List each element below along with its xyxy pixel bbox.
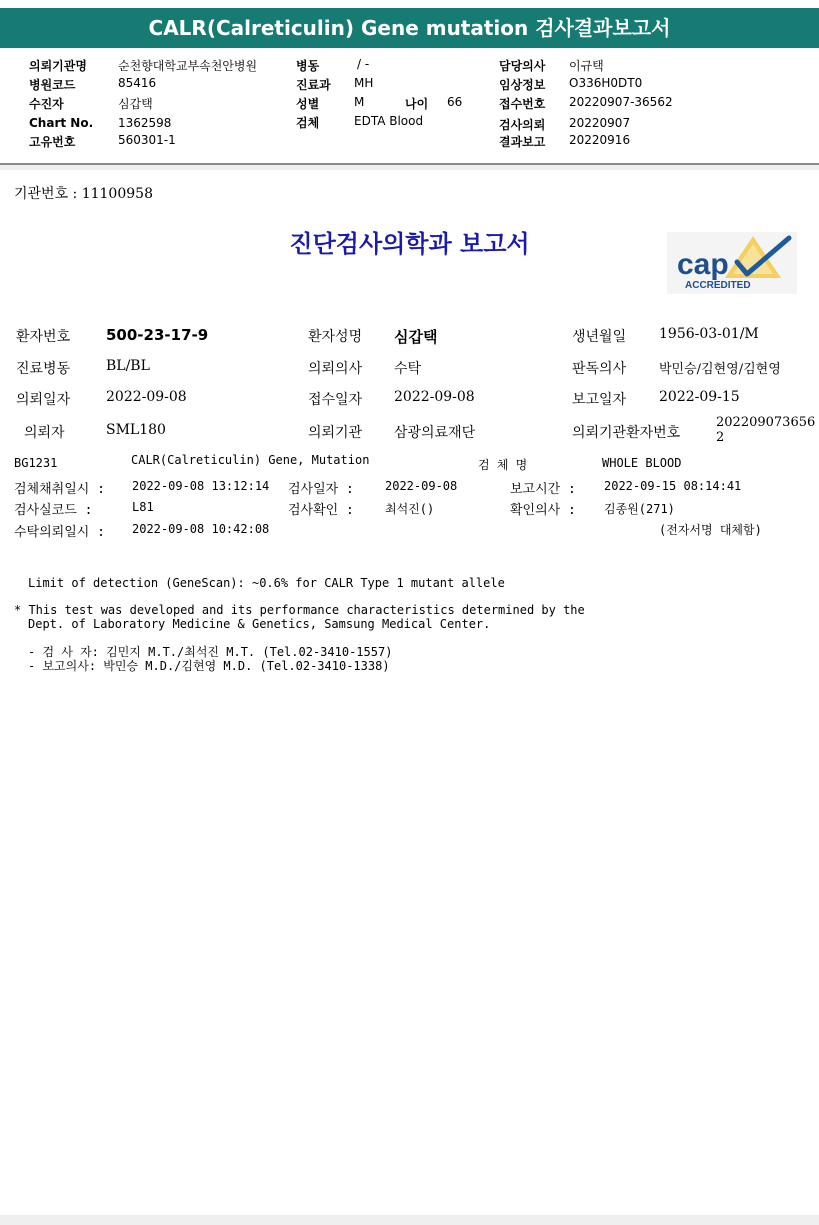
test-date-label: 검사일자 :	[288, 482, 354, 497]
header-value: MH	[354, 76, 374, 90]
confirm-label: 검사확인 :	[288, 503, 354, 518]
doctor-label: 확인의사 :	[510, 503, 576, 518]
patient-value: BL/BL	[106, 358, 150, 374]
header-label: 진료과	[296, 78, 331, 92]
patient-value: 2022-09-08	[106, 389, 187, 405]
header-label: 결과보고	[499, 135, 546, 149]
patient-value: 수탁	[394, 361, 422, 377]
header-value: 85416	[118, 76, 157, 90]
patient-label: 생년월일	[572, 329, 627, 345]
cap-accredited-text: ACCREDITED	[685, 280, 751, 291]
cap-text: cap	[677, 248, 729, 281]
header-value: 1362598	[118, 116, 172, 130]
header-label: Chart No.	[29, 116, 94, 130]
specimen-value: WHOLE BLOOD	[602, 456, 682, 470]
patient-label: 환자성명	[308, 329, 363, 345]
patient-label: 보고일자	[572, 392, 627, 408]
header-label: 검사의뢰	[499, 118, 546, 132]
room-code-value: L81	[132, 500, 154, 514]
header-label: 고유번호	[29, 135, 76, 149]
patient-value: 삼광의료재단	[394, 425, 476, 441]
header-label: 담당의사	[499, 59, 546, 73]
header-label: 검체	[296, 116, 320, 130]
patient-label: 진료병동	[16, 361, 71, 377]
header-label: 임상정보	[499, 78, 546, 92]
header-label: 접수번호	[499, 97, 546, 111]
cap-accredited-logo	[667, 232, 797, 294]
header-value: O336H0DT0	[569, 76, 643, 90]
report-title-bar	[0, 8, 819, 48]
patient-label: 판독의사	[572, 361, 627, 377]
patient-label: 접수일자	[308, 392, 363, 408]
test-development-note: * This test was developed and its performance characteristics determined by the	[14, 603, 585, 617]
request-value: 2022-09-08 10:42:08	[132, 522, 270, 536]
header-gap	[0, 165, 819, 170]
header-value: 20220916	[569, 133, 631, 147]
test-code: BG1231	[14, 456, 58, 470]
header-label: 성별	[296, 97, 320, 111]
detection-limit-note: Limit of detection (GeneScan): ~0.6% for CALR Type 1 mutant allele	[28, 576, 505, 590]
test-development-note-cont: Dept. of Laboratory Medicine & Genetics, Samsung Medical Center.	[28, 617, 491, 631]
header-value: 20220907	[569, 116, 631, 130]
header-label: 병동	[296, 59, 320, 73]
header-value: 20220907-36562	[569, 95, 673, 109]
reporter-line: - 보고의사: 박민승 M.D./김현영 M.D. (Tel.02-3410-1338)	[28, 659, 390, 673]
patient-label: 의뢰기관환자번호	[572, 425, 681, 441]
patient-value: 심갑택	[394, 328, 438, 346]
patient-label: 의뢰일자	[16, 392, 71, 408]
patient-value: 박민승/김현영/김현영	[659, 362, 781, 377]
patient-value: 2022-09-08	[394, 389, 475, 405]
doctor-value: 김종원(271)	[604, 502, 675, 516]
patient-value: 2022-09-15	[659, 389, 740, 405]
page-bottom-strip	[0, 1215, 819, 1225]
collect-value: 2022-09-08 13:12:14	[132, 479, 270, 493]
report-heading: 진단검사의학과 보고서	[289, 229, 530, 258]
header-value: 순천향대학교부속천안병원	[118, 59, 258, 73]
request-label: 수탁의뢰일시 :	[14, 525, 106, 540]
esign-note: (전자서명 대체함)	[659, 523, 762, 537]
patient-label: 의뢰의사	[308, 361, 363, 377]
header-value: EDTA Blood	[354, 114, 424, 128]
header-label: 병원코드	[29, 78, 76, 92]
confirm-value: 최석진()	[385, 502, 435, 516]
patient-label: 환자번호	[16, 329, 71, 345]
header-value: 560301-1	[118, 133, 176, 147]
header-value: M	[354, 95, 365, 109]
test-date-value: 2022-09-08	[385, 479, 458, 493]
header-value: 심갑택	[118, 97, 153, 111]
header-value: 이규택	[569, 59, 604, 73]
patient-label: 의뢰기관	[308, 425, 363, 441]
room-code-label: 검사실코드 :	[14, 503, 93, 518]
collect-label: 검체채취일시 :	[14, 482, 106, 497]
patient-value: SML180	[106, 422, 166, 438]
institution-number: 기관번호 : 11100958	[14, 186, 153, 202]
header-label: 의뢰기관명	[29, 59, 87, 73]
report-title: CALR(Calreticulin) Gene mutation 검사결과보고서	[148, 16, 671, 40]
patient-value: 500-23-17-9	[106, 326, 209, 344]
patient-value: 1956-03-01/M	[659, 326, 759, 342]
tester-line: - 검 사 자: 김민지 M.T./최석진 M.T. (Tel.02-3410-1557)	[28, 645, 393, 659]
test-name: CALR(Calreticulin) Gene, Mutation	[131, 453, 370, 467]
header-value: / -	[357, 57, 370, 71]
header-label: 나이	[405, 97, 429, 111]
report-time-value: 2022-09-15 08:14:41	[604, 479, 742, 493]
header-value: 66	[447, 95, 463, 109]
header-label: 수진자	[29, 97, 64, 111]
patient-label: 의뢰자	[24, 425, 65, 441]
specimen-label: 검 체 명	[478, 458, 528, 472]
patient-value: 202209073656	[716, 415, 816, 430]
report-time-label: 보고시간 :	[510, 482, 576, 497]
patient-value: 2	[716, 430, 725, 445]
